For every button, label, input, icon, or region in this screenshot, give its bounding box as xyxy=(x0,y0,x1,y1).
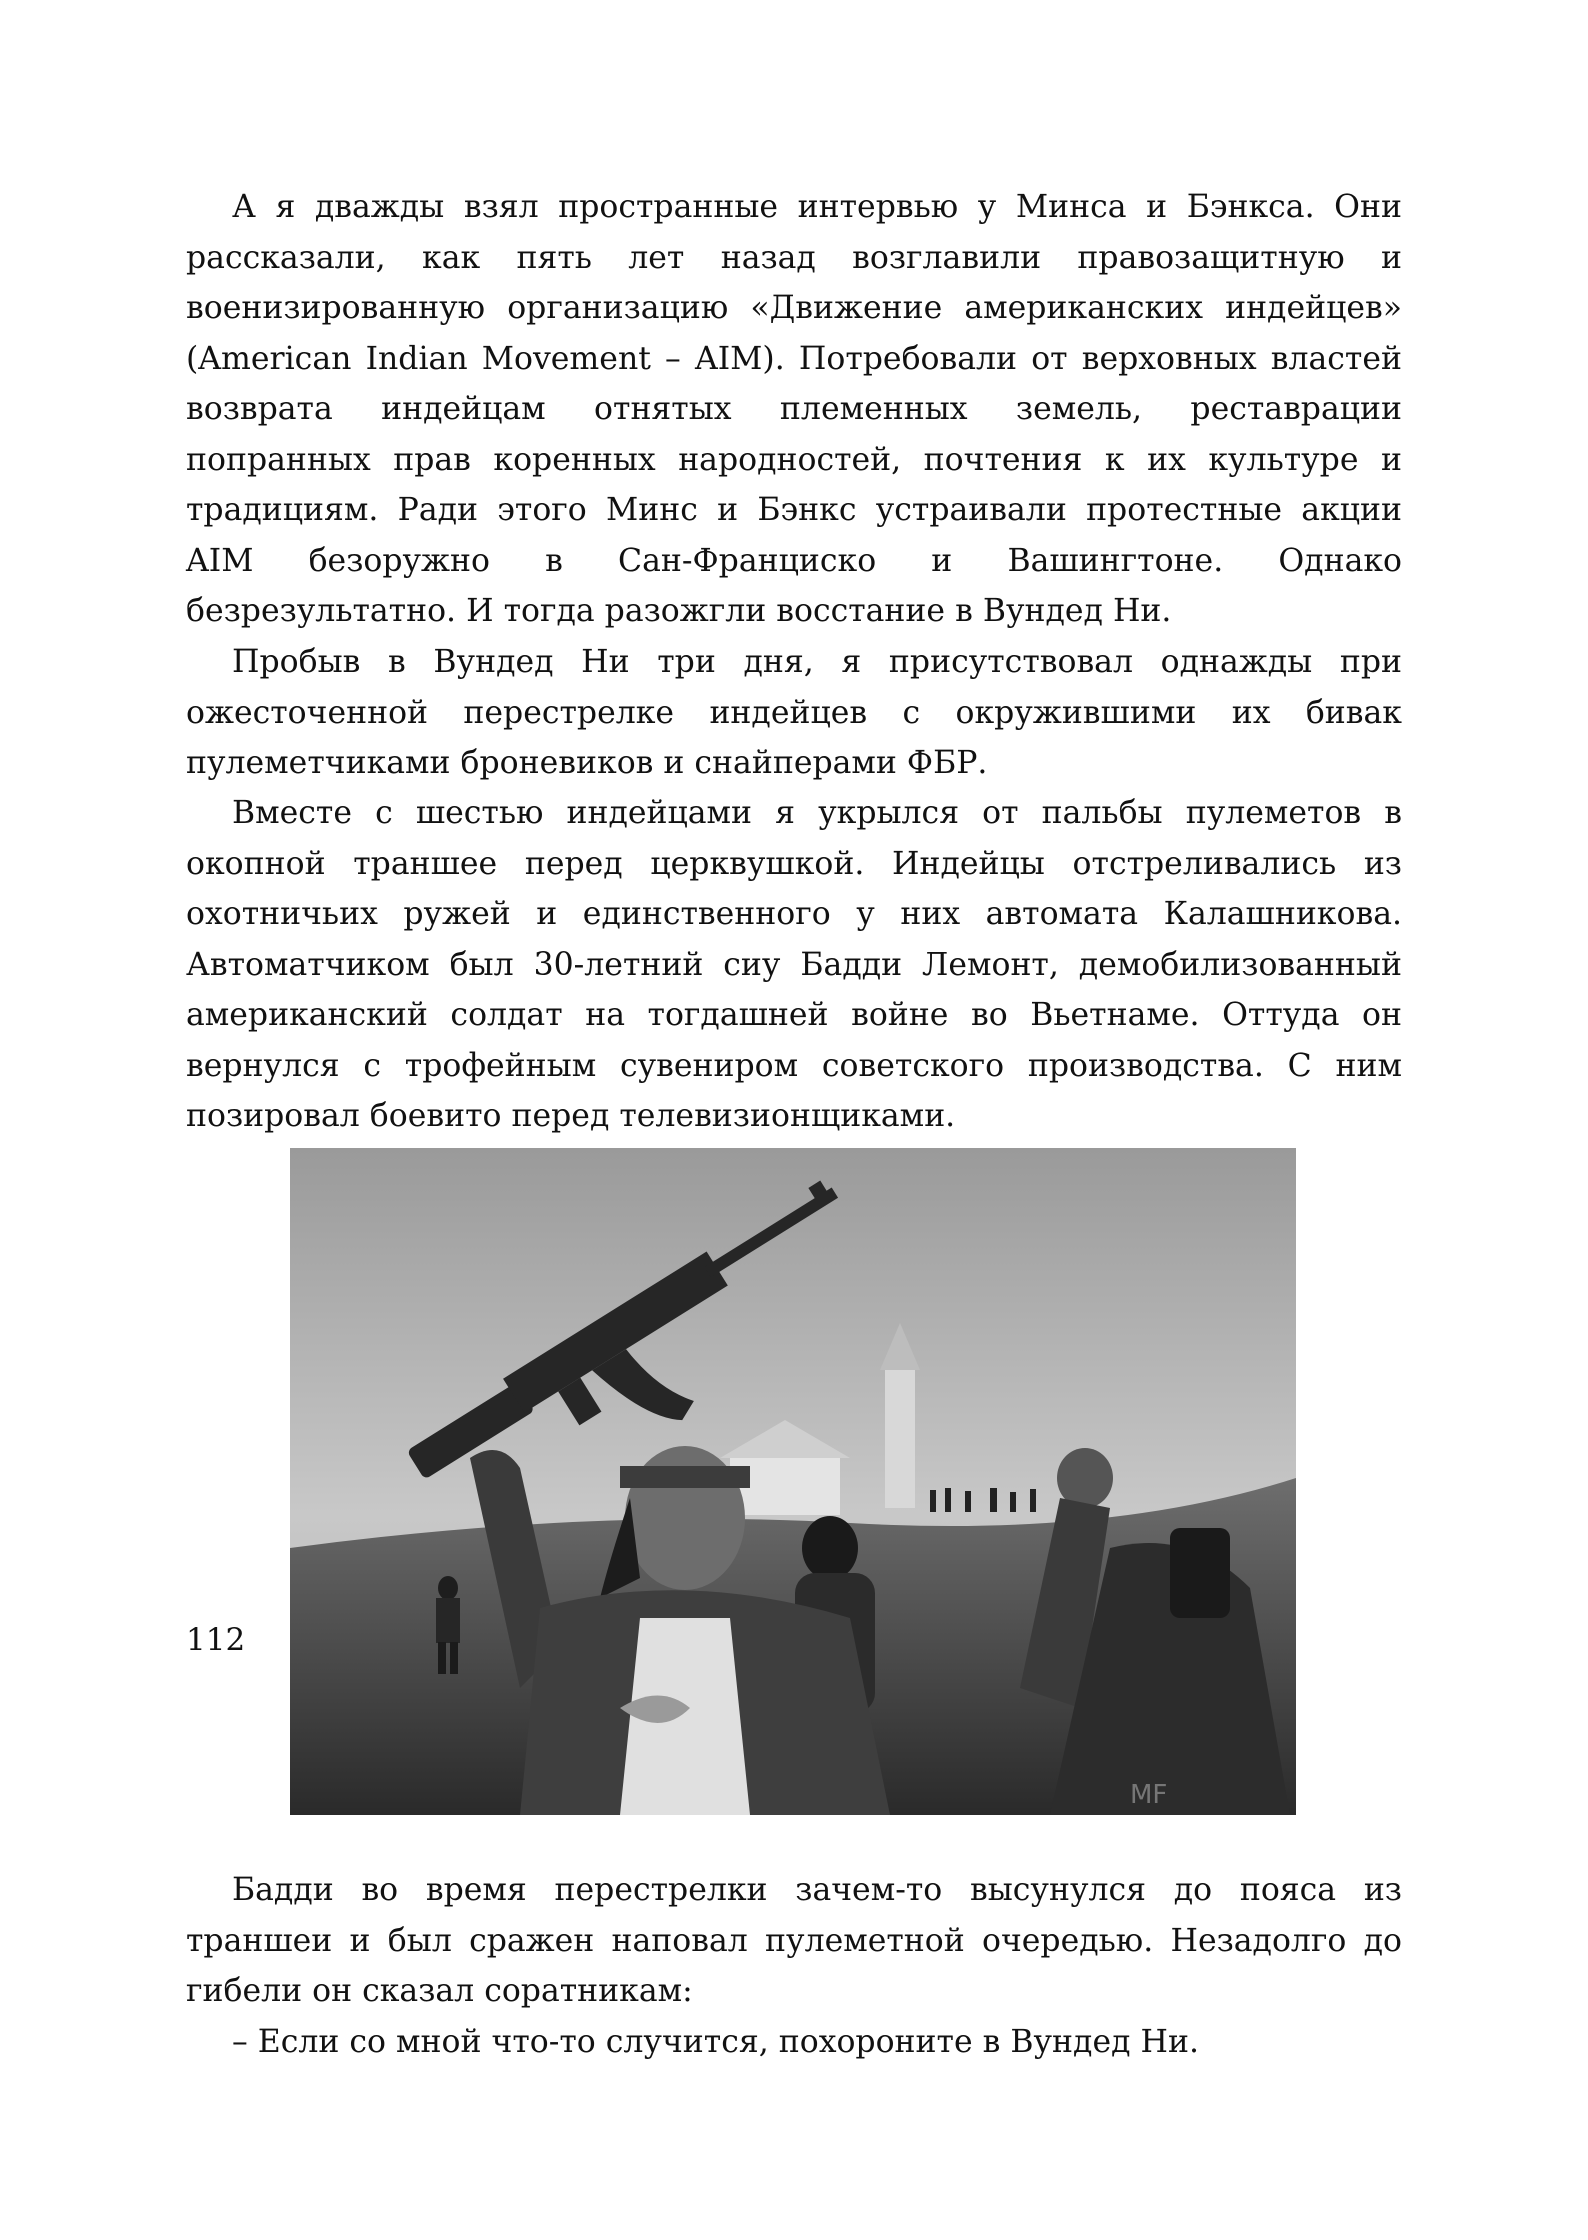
photo-man-with-rifle xyxy=(290,1148,1296,1815)
paragraph-5: – Если со мной что-то случится, похороните в Вундед Ни. xyxy=(232,2024,1199,2060)
page-number: 112 xyxy=(186,1622,246,1658)
photo-icon xyxy=(290,1148,1296,1815)
paragraph-2: Пробыв в Вундед Ни три дня, я присутствовал однажды при ожесточенной перестрелке индейцев с окружившими их бивак пулеметчиками броневиков и снайперами ФБР. xyxy=(186,644,1402,781)
paragraph-4: Бадди во время перестрелки зачем-то высунулся до пояса из траншеи и был сражен наповал пулеметной очередью. Незадолго до гибели он сказал соратникам: xyxy=(186,1872,1402,2009)
paragraph-1: А я дважды взял пространные интервью у Минса и Бэнкса. Они рассказали, как пять лет назад возглавили правозащитную и военизированную организацию «Движение американских индейцев» (American Indian Movement – AIM). Потребовали от верховных властей возврата индейцам отнятых племенных земель, реставрации попранных прав коренных народностей, почтения к их культуре и традициям. Ради этого Минс и Бэнкс устраивали протестные акции AIM безоружно в Сан-Франциско и Вашингтоне. Однако безрезультатно. И тогда разожгли восстание в Вундед Ни. xyxy=(186,189,1402,629)
watermark-text: MF xyxy=(1130,1780,1168,1810)
paragraph-3: Вместе с шестью индейцами я укрылся от пальбы пулеметов в окопной траншее перед церквушкой. Индейцы отстреливались из охотничьих ружей и единственного у них автомата Калашникова. Автоматчиком был 30-летний сиу Бадди Лемонт, демобилизованный американский солдат на тогдашней войне во Вьетнаме. Оттуда он вернулся с трофейным сувениром советского производства. С ним позировал боевито перед телевизионщиками. xyxy=(186,795,1402,1134)
